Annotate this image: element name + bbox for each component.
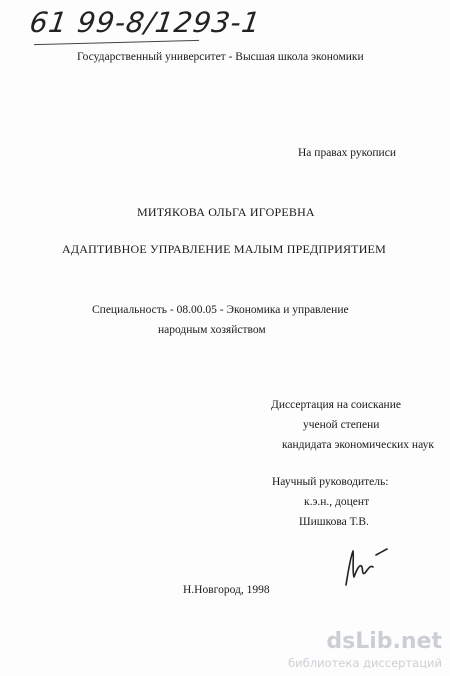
university-name: Государственный университет - Высшая школа экономики bbox=[77, 51, 364, 63]
city-year: Н.Новгород, 1998 bbox=[183, 584, 270, 596]
signature-mark bbox=[340, 545, 390, 590]
dissertation-title: АДАПТИВНОЕ УПРАВЛЕНИЕ МАЛЫМ ПРЕДПРИЯТИЕМ bbox=[62, 242, 386, 256]
archive-code: 61 99-8/1293-1 bbox=[27, 6, 264, 39]
supervisor-label: Научный руководитель: bbox=[272, 476, 389, 488]
specialty-line-1: Специальность - 08.00.05 - Экономика и управление bbox=[92, 304, 349, 316]
watermark-logo: dsLib.net bbox=[326, 629, 442, 654]
dissertation-line-1: Диссертация на соискание bbox=[271, 399, 401, 411]
author-name: МИТЯКОВА ОЛЬГА ИГОРЕВНА bbox=[137, 205, 315, 219]
specialty-line-2: народным хозяйством bbox=[158, 324, 266, 336]
supervisor-name: Шишкова Т.В. bbox=[299, 516, 369, 528]
supervisor-degree: к.э.н., доцент bbox=[304, 496, 370, 508]
watermark bbox=[288, 631, 442, 670]
watermark-subtitle: библиотека диссертаций bbox=[288, 656, 442, 670]
archive-code-underline bbox=[34, 40, 199, 45]
dissertation-line-2: ученой степени bbox=[303, 419, 380, 431]
dissertation-line-3: кандидата экономических наук bbox=[282, 439, 434, 451]
rights-note: На правах рукописи bbox=[298, 147, 396, 159]
